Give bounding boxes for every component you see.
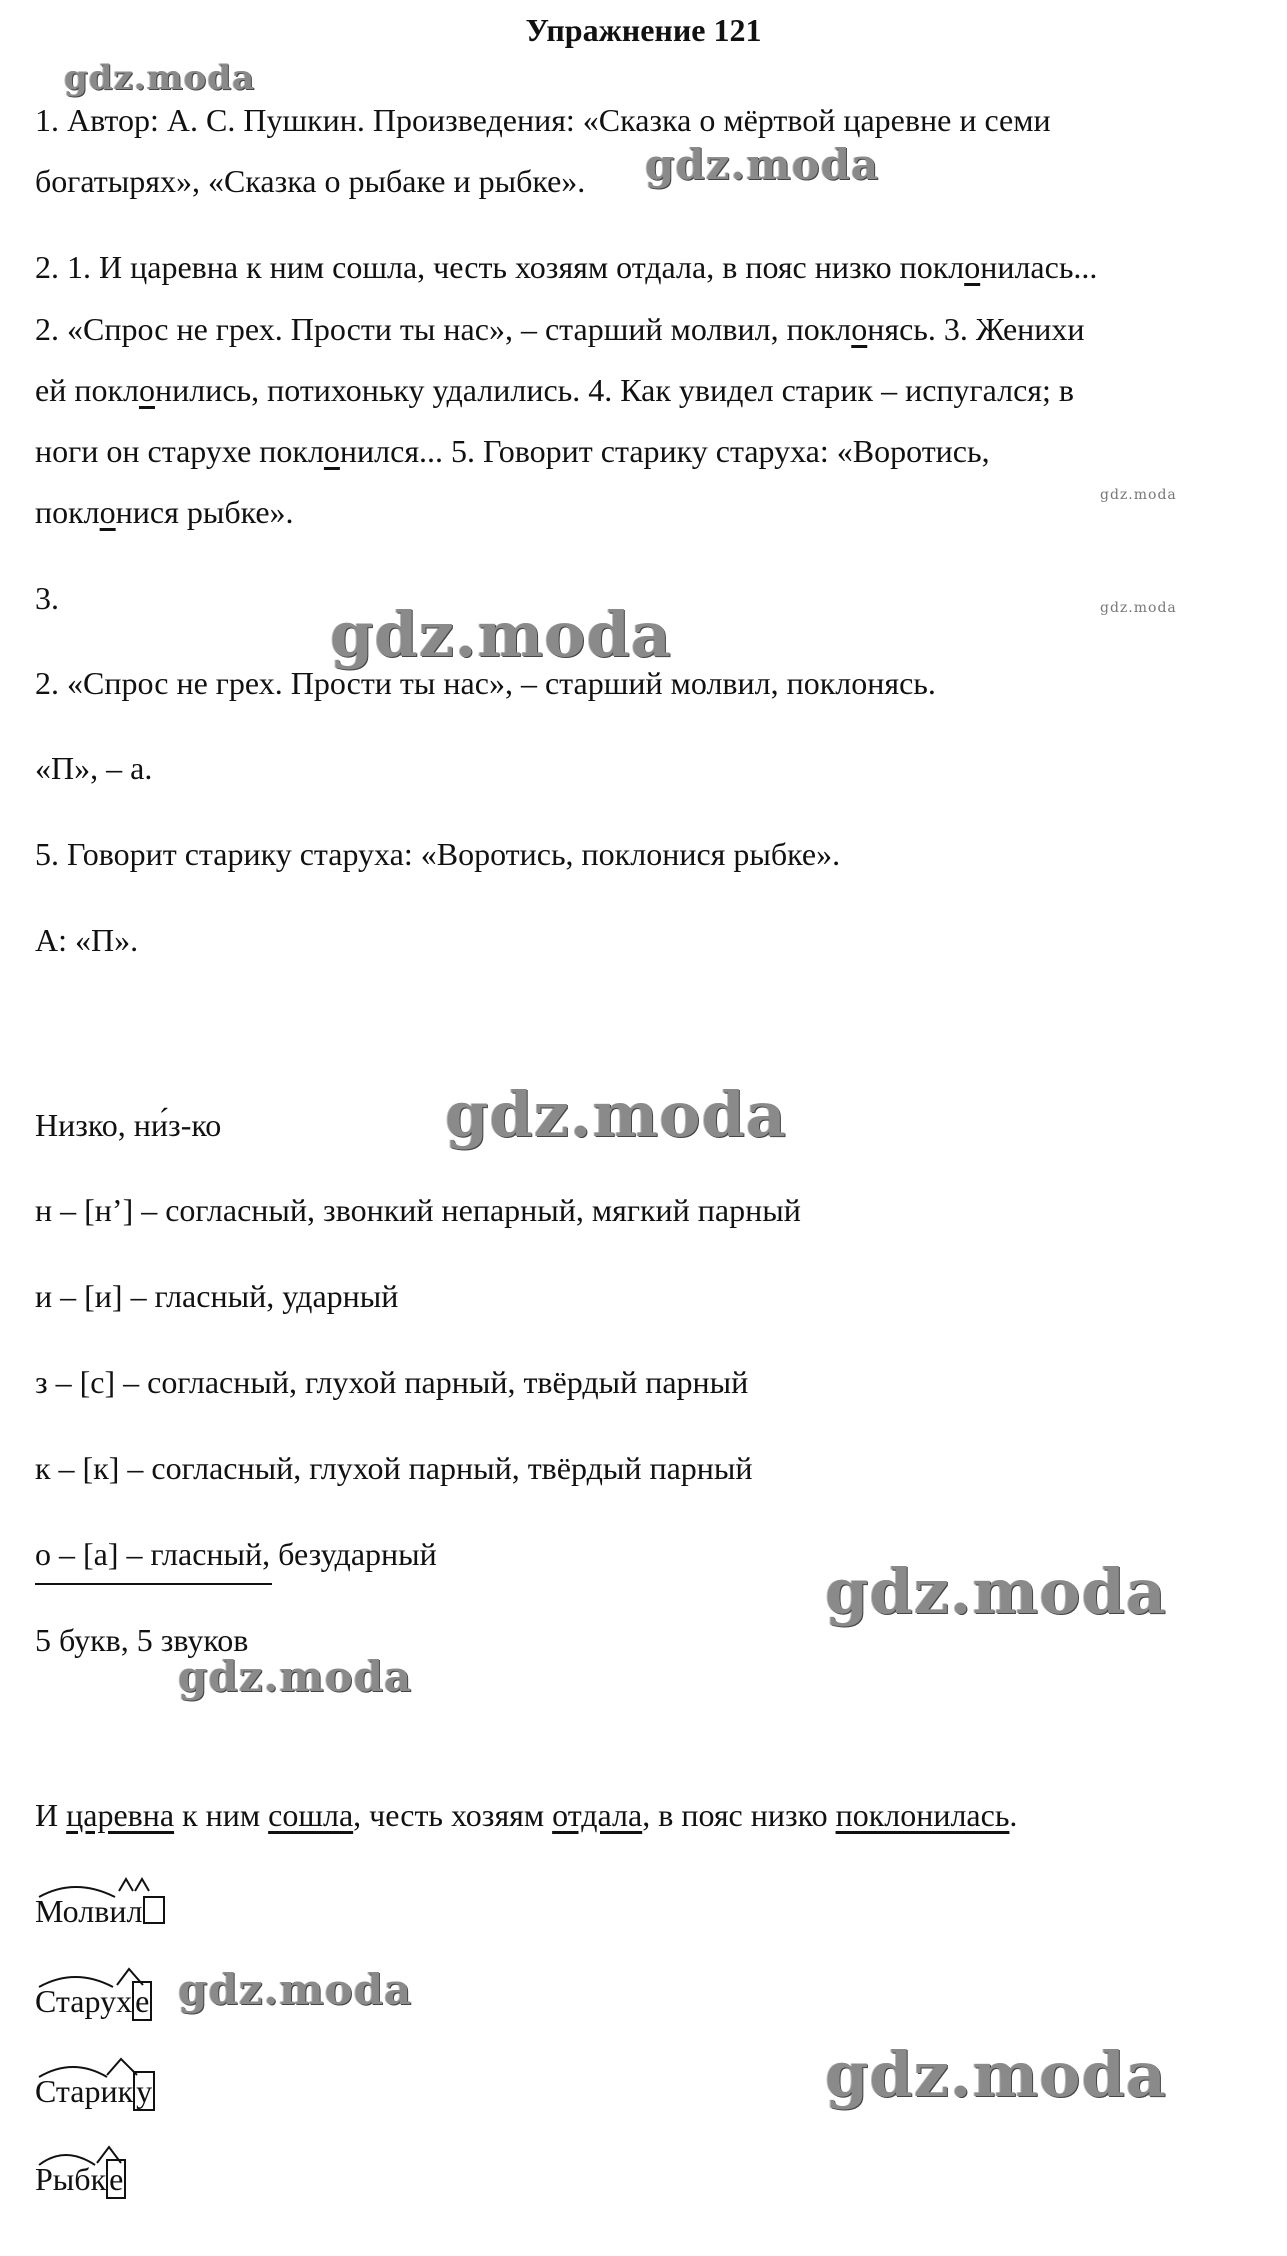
- task2-line2: 2. «Спрос не грех. Прости ты нас», – старший молвил, поклонясь. 3. Женихи: [35, 311, 1085, 347]
- task3-sentence-1: 2. «Спрос не грех. Прости ты нас», – старший молвил, поклонясь.: [35, 665, 936, 701]
- page-title: Упражнение 121: [525, 12, 762, 48]
- task2-line4: ноги он старухе поклонился... 5. Говорит старику старуха: «Воротись,: [35, 433, 990, 469]
- task2-line1: 2. 1. И царевна к ним сошла, честь хозяям отдала, в пояс низко поклонилась...: [35, 249, 1098, 285]
- predicate-word: сошла: [268, 1797, 354, 1833]
- morpheme-word-rybke: Рыбке: [35, 2141, 235, 2201]
- watermark: gdz.moda: [64, 58, 256, 98]
- task2-line3: ей поклонились, потихоньку удалились. 4. Как увидел старик – испугался; в: [35, 372, 1075, 408]
- task3-sentence-2: 5. Говорит старику старуха: «Воротись, поклонися рыбке».: [35, 836, 841, 872]
- watermark: gdz.moda: [178, 1965, 413, 2014]
- watermark: gdz.moda: [1100, 600, 1177, 616]
- ending-box: е: [106, 2159, 126, 2199]
- phonetic-row: з – [с] – согласный, глухой парный, твёрдый парный: [35, 1364, 749, 1400]
- morpheme-word-molvil: Молвил: [35, 1873, 235, 1933]
- ending-box: у: [133, 2071, 155, 2111]
- phonetic-row: о – [а] – гласный, безударный: [35, 1536, 437, 1572]
- watermark: gdz.moda: [178, 1652, 413, 1701]
- task2-line5: поклонися рыбке».: [35, 494, 294, 530]
- watermark: gdz.moda: [825, 1555, 1167, 1628]
- phonetic-summary: 5 букв, 5 звуков: [35, 1622, 249, 1658]
- subject-word: царевна: [66, 1797, 175, 1833]
- morpheme-word-starukhe: Старухе: [35, 1963, 235, 2023]
- task1-line1: 1. Автор: А. С. Пушкин. Произведения: «Сказка о мёртвой царевне и семи: [35, 102, 1051, 138]
- syntax-sentence: И царевна к ним сошла, честь хозяям отдала, в пояс низко поклонилась.: [35, 1797, 1018, 1833]
- phonetic-row: к – [к] – согласный, глухой парный, твёрдый парный: [35, 1450, 753, 1486]
- watermark: gdz.moda: [825, 2038, 1167, 2111]
- task3-scheme-1: «П», – а.: [35, 750, 153, 786]
- morpheme-word-stariku: Старику: [35, 2053, 235, 2113]
- task3-scheme-2: А: «П».: [35, 922, 139, 958]
- task3-number: 3.: [35, 580, 59, 616]
- task1-line2: богатырях», «Сказка о рыбаке и рыбке».: [35, 163, 586, 199]
- watermark: gdz.moda: [445, 1078, 787, 1151]
- phonetic-row: н – [н’] – согласный, звонкий непарный, мягкий парный: [35, 1192, 801, 1228]
- watermark: gdz.moda: [1100, 487, 1177, 503]
- predicate-word: поклонилась: [835, 1797, 1010, 1833]
- watermark: gdz.moda: [330, 598, 672, 671]
- null-ending-box: [143, 1896, 165, 1924]
- watermark: gdz.moda: [645, 140, 880, 189]
- predicate-word: отдала: [552, 1797, 643, 1833]
- phonetic-word: Низко, ни́з-ко: [35, 1107, 222, 1143]
- phonetic-row: и – [и] – гласный, ударный: [35, 1278, 399, 1314]
- summary-divider: [35, 1583, 272, 1585]
- ending-box: е: [132, 1981, 152, 2021]
